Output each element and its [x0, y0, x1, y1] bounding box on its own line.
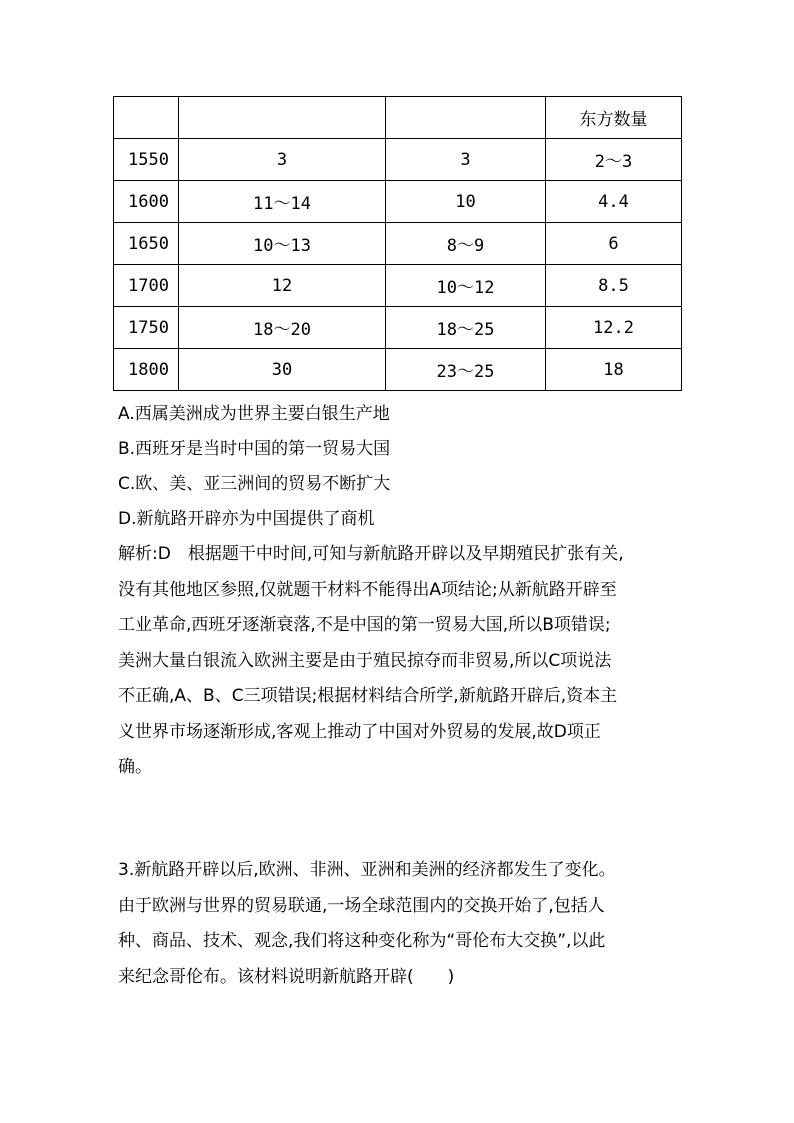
data-table — [113, 96, 682, 391]
option-a: A.西属美洲成为世界主要白银生产地 — [118, 404, 390, 424]
table-row — [114, 349, 682, 391]
table-cell: 10 — [386, 181, 546, 223]
table-cell: 4.4 — [546, 181, 682, 223]
question-line: 由于欧洲与世界的贸易联通,一场全球范围内的交换开始了,包括人 — [118, 895, 605, 916]
table-cell: 12 — [179, 265, 386, 307]
table-header-cell — [114, 97, 179, 139]
table-row — [114, 223, 682, 265]
question-3 — [118, 853, 686, 995]
table-header-cell: 东方数量 — [546, 97, 682, 139]
table-cell: 3 — [179, 139, 386, 181]
table-row — [114, 307, 682, 349]
table-header-cell — [386, 97, 546, 139]
analysis-line: 解析:D 根据题干中时间,可知与新航路开辟以及早期殖民扩张有关, — [118, 544, 624, 564]
table-cell: 2～3 — [546, 139, 682, 181]
answer-options — [118, 397, 686, 537]
option-d: D.新航路开辟亦为中国提供了商机 — [118, 509, 375, 529]
question-line: 种、商品、技术、观念,我们将这种变化称为“哥伦布大交换”,以此 — [118, 931, 606, 951]
analysis-line: 美洲大量白银流入欧洲主要是由于殖民掠夺而非贸易,所以C项说法 — [118, 650, 612, 671]
year-cell: 1600 — [114, 181, 179, 223]
analysis-line: 确。 — [118, 757, 152, 777]
table-cell: 12.2 — [546, 307, 682, 349]
table-cell: 6 — [546, 223, 682, 265]
year-cell: 1550 — [114, 139, 179, 181]
analysis-paragraph — [118, 537, 686, 786]
table-cell: 8.5 — [546, 265, 682, 307]
table-row — [114, 181, 682, 223]
year-cell: 1700 — [114, 265, 179, 307]
table-cell: 11～14 — [179, 181, 386, 223]
analysis-line: 没有其他地区参照,仅就题干材料不能得出A项结论;从新航路开辟至 — [118, 579, 617, 600]
table-cell: 8～9 — [386, 223, 546, 265]
year-cell: 1800 — [114, 349, 179, 391]
table-cell: 23～25 — [386, 349, 546, 391]
table-cell: 10～13 — [179, 223, 386, 265]
analysis-line: 不正确,A、B、C三项错误;根据材料结合所学,新航路开辟后,资本主 — [118, 686, 618, 706]
year-cell: 1650 — [114, 223, 179, 265]
question-line: 3.新航路开辟以后,欧洲、非洲、亚洲和美洲的经济都发生了变化。 — [118, 860, 616, 880]
table-cell: 18～25 — [386, 307, 546, 349]
table-row — [114, 265, 682, 307]
table-header-row — [114, 97, 682, 139]
year-cell: 1750 — [114, 307, 179, 349]
table-cell: 3 — [386, 139, 546, 181]
table-cell: 10～12 — [386, 265, 546, 307]
analysis-line: 工业革命,西班牙逐渐衰落,不是中国的第一贸易大国,所以B项错误; — [118, 615, 611, 635]
table-cell: 18 — [546, 349, 682, 391]
option-b: B.西班牙是当时中国的第一贸易大国 — [118, 439, 391, 459]
table-row — [114, 139, 682, 181]
question-line: 来纪念哥伦布。该材料说明新航路开辟( ) — [118, 966, 455, 987]
analysis-line: 义世界市场逐渐形成,客观上推动了中国对外贸易的发展,故D项正 — [118, 721, 601, 742]
table-cell: 18～20 — [179, 307, 386, 349]
table-header-cell — [179, 97, 386, 139]
table-cell: 30 — [179, 349, 386, 391]
option-c: C.欧、美、亚三洲间的贸易不断扩大 — [118, 474, 391, 494]
